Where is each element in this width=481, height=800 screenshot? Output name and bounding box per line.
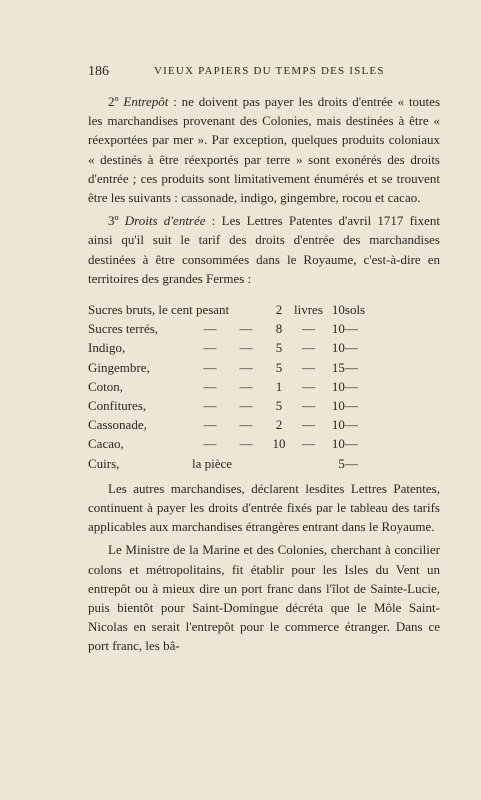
tariff-ditto: —: [203, 398, 217, 414]
tariff-ditto: —: [203, 321, 217, 337]
paragraph-term: Droits d'entrée: [124, 213, 206, 229]
tariff-livres-unit: —: [301, 436, 315, 452]
tariff-livres-value: 5: [275, 359, 283, 375]
tariff-ditto: —: [203, 359, 217, 375]
tariff-livres-unit: —: [301, 321, 315, 337]
tariff-ditto: —: [239, 378, 253, 394]
tariff-sols-unit: —: [344, 340, 358, 356]
paragraph-text: : ne doivent pas payer les droits d'entrée « toutes les marchandises provenant des Colonies, mais destinées à être « réexportées par mer ». Par exception, quelques produits coloniaux « destinés à être réexportés par terre » sont exonérés des droits d'entrée ; ces produits sont limitativement énumérés et se trouvent être les suivants : cassonade, indigo, gingembre, rocou et cacao.: [88, 94, 441, 206]
tariff-ditto: —: [203, 378, 217, 394]
tariff-ditto: —: [239, 417, 253, 433]
tariff-livres-unit: livres: [294, 302, 323, 318]
tariff-livres-value: 2: [275, 417, 283, 433]
paragraph-term: Entrepôt: [123, 94, 169, 109]
tariff-row: [88, 434, 440, 453]
paragraph-autres-marchandises: Les autres marchandises, déclarent lesdites Lettres Patentes, continuent à payer les droits d'entrée fixés par le tableau des tarifs applicables aux marchandises étrangères entrant dans le Royaume.: [88, 480, 440, 535]
tariff-row: [88, 377, 440, 396]
paragraph-number: 3º: [108, 213, 125, 229]
tariff-livres-unit: —: [301, 417, 315, 433]
tariff-ditto: —: [239, 321, 253, 337]
tariff-livres-unit: —: [301, 340, 315, 356]
tariff-row: [88, 338, 440, 357]
tariff-sols-unit: —: [344, 398, 358, 414]
tariff-item-name: Cassonade,: [88, 417, 147, 433]
tariff-table: [88, 300, 440, 473]
tariff-item-name: Sucres terrés,: [88, 321, 159, 337]
tariff-sols-value: 10: [331, 417, 345, 433]
paragraph-text: : Les Lettres Patentes d'avril 1717 fixent ainsi qu'il suit le tarif des droits d'entrée des marchandises destinées à être consommées dans le Royaume, c'est-à-dire en territoires des grandes Fermes :: [88, 213, 440, 286]
tariff-sols-value: 10: [331, 378, 345, 394]
tariff-item-name: Gingembre,: [88, 359, 150, 375]
tariff-sols-unit: —: [344, 378, 358, 394]
tariff-ditto: —: [239, 340, 253, 356]
running-title: VIEUX PAPIERS DU TEMPS DES ISLES: [154, 65, 385, 77]
page-number: 186: [88, 64, 109, 79]
tariff-livres-unit: —: [301, 378, 315, 394]
tariff-livres-value: 1: [275, 378, 283, 394]
tariff-item-name: Indigo,: [88, 340, 126, 356]
tariff-item-name: Coton,: [88, 378, 124, 394]
tariff-livres-value: 10: [272, 436, 286, 452]
tariff-sols-value: 10: [331, 302, 345, 318]
tariff-sols-unit: —: [344, 359, 358, 375]
tariff-row: [88, 319, 440, 338]
tariff-ditto: —: [239, 398, 253, 414]
paragraph-ministre: Le Ministre de la Marine et des Colonies, cherchant à concilier colons et métropolitains, fit établir pour les Isles du Vent un entrepôt ou à mieux dire un port franc dans l'îlot de Sainte-Lucie, puis bientôt pour Saint-Domingue décréta que le Môle Saint-Nicolas en serait l'entrepôt pour le commerce étranger. Dans ce port franc, les bâ-: [88, 542, 440, 654]
tariff-sols-value: 10: [331, 436, 345, 452]
tariff-item-name: Sucres bruts, le cent pesant: [88, 302, 230, 318]
paragraph-number: 2º: [108, 94, 124, 109]
tariff-sols-value: 15: [331, 359, 345, 375]
tariff-item-name: Cacao,: [88, 436, 124, 452]
tariff-sols-value: 10: [331, 398, 345, 414]
tariff-sols-unit: —: [344, 455, 358, 471]
page-body: [88, 92, 440, 656]
tariff-sols-unit: —: [344, 321, 358, 337]
tariff-row: [88, 454, 440, 473]
tariff-ditto: —: [203, 417, 217, 433]
tariff-sols-unit: sols: [344, 302, 366, 318]
paragraph-entrepot: [88, 92, 440, 207]
tariff-sols-value: 5: [338, 455, 345, 471]
tariff-livres-value: 5: [275, 398, 283, 414]
tariff-ditto: —: [203, 340, 217, 356]
tariff-livres-unit: —: [301, 359, 315, 375]
tariff-livres-value: 5: [275, 340, 283, 356]
tariff-measure: la pièce: [192, 455, 233, 471]
tariff-livres-value: 2: [275, 302, 283, 318]
tariff-livres-value: 8: [275, 321, 283, 337]
tariff-row: [88, 300, 440, 319]
tariff-ditto: —: [203, 436, 217, 452]
tariff-row: [88, 415, 440, 434]
tariff-item-name: Cuirs,: [88, 455, 120, 471]
tariff-sols-unit: —: [344, 417, 358, 433]
tariff-livres-unit: —: [301, 398, 315, 414]
paragraph-droits-entree: [88, 211, 440, 288]
tariff-row: [88, 358, 440, 377]
tariff-ditto: —: [239, 436, 253, 452]
tariff-sols-unit: —: [344, 436, 358, 452]
tariff-sols-value: 10: [331, 321, 345, 337]
tariff-item-name: Confitures,: [88, 398, 147, 414]
tariff-sols-value: 10: [331, 340, 345, 356]
tariff-row: [88, 396, 440, 415]
tariff-ditto: —: [239, 359, 253, 375]
